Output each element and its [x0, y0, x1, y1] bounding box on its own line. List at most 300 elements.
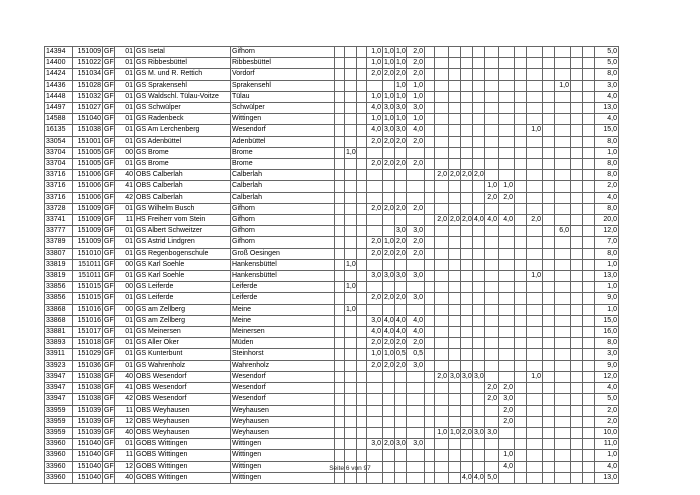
- value-cell: [461, 394, 473, 405]
- school-id-cell: 33777: [45, 226, 73, 237]
- data-table: [44, 46, 619, 484]
- value-cell: 2,0: [473, 170, 485, 181]
- total-cell: 8,0: [595, 136, 619, 147]
- value-cell: [543, 114, 555, 125]
- value-cell: [515, 69, 527, 80]
- total-cell: 8,0: [595, 159, 619, 170]
- location-cell: Weyhausen: [231, 427, 335, 438]
- school-part-cell: 01: [115, 349, 135, 360]
- value-cell: [335, 226, 345, 237]
- value-cell: [515, 371, 527, 382]
- value-cell: [425, 136, 435, 147]
- value-cell: [395, 472, 407, 483]
- value-cell: [345, 394, 357, 405]
- value-cell: [473, 282, 485, 293]
- value-cell: 2,0: [435, 215, 449, 226]
- location-cell: Meine: [231, 304, 335, 315]
- value-cell: [461, 114, 473, 125]
- value-cell: [435, 91, 449, 102]
- value-cell: [485, 349, 499, 360]
- location-cell: Wesendorf: [231, 394, 335, 405]
- value-cell: [583, 259, 595, 270]
- value-cell: [345, 271, 357, 282]
- location-cell: Weyhausen: [231, 405, 335, 416]
- value-cell: [435, 58, 449, 69]
- value-cell: [499, 136, 515, 147]
- value-cell: [461, 315, 473, 326]
- value-cell: [335, 237, 345, 248]
- location-cell: Vordorf: [231, 69, 335, 80]
- value-cell: 3,0: [367, 315, 383, 326]
- value-cell: [425, 47, 435, 58]
- value-cell: [395, 181, 407, 192]
- value-cell: [449, 147, 461, 158]
- value-cell: [383, 304, 395, 315]
- value-cell: [527, 103, 543, 114]
- value-cell: [449, 327, 461, 338]
- value-cell: [357, 114, 367, 125]
- value-cell: [449, 338, 461, 349]
- value-cell: 1,0: [383, 58, 395, 69]
- value-cell: [357, 271, 367, 282]
- value-cell: [473, 405, 485, 416]
- district-code-cell: 151016: [73, 315, 103, 326]
- school-id-cell: 14588: [45, 114, 73, 125]
- value-cell: [367, 416, 383, 427]
- value-cell: [461, 147, 473, 158]
- value-cell: 2,0: [527, 215, 543, 226]
- value-cell: 1,0: [383, 114, 395, 125]
- value-cell: [485, 450, 499, 461]
- value-cell: [485, 69, 499, 80]
- value-cell: [473, 58, 485, 69]
- value-cell: [449, 315, 461, 326]
- value-cell: [357, 293, 367, 304]
- value-cell: [527, 338, 543, 349]
- value-cell: [335, 181, 345, 192]
- value-cell: 1,0: [345, 282, 357, 293]
- district-cell: GF: [103, 383, 115, 394]
- school-name-cell: GS Leiferde: [135, 282, 231, 293]
- school-id-cell: 14497: [45, 103, 73, 114]
- value-cell: [449, 349, 461, 360]
- table-row: [45, 181, 619, 192]
- total-cell: 4,0: [595, 114, 619, 125]
- value-cell: [543, 47, 555, 58]
- value-cell: [345, 383, 357, 394]
- value-cell: [461, 259, 473, 270]
- value-cell: [345, 237, 357, 248]
- value-cell: 2,0: [485, 192, 499, 203]
- value-cell: [555, 181, 571, 192]
- value-cell: [449, 114, 461, 125]
- value-cell: 3,0: [499, 394, 515, 405]
- location-cell: Meine: [231, 315, 335, 326]
- value-cell: [407, 405, 425, 416]
- value-cell: [461, 237, 473, 248]
- value-cell: [367, 282, 383, 293]
- value-cell: [485, 271, 499, 282]
- school-name-cell: GS Waldschl. Tülau-Voitze: [135, 91, 231, 102]
- total-cell: 8,0: [595, 170, 619, 181]
- school-name-cell: OBS Weyhausen: [135, 427, 231, 438]
- school-part-cell: 00: [115, 282, 135, 293]
- value-cell: 3,0: [485, 427, 499, 438]
- district-code-cell: 151040: [73, 439, 103, 450]
- value-cell: [425, 259, 435, 270]
- value-cell: [357, 327, 367, 338]
- district-cell: GF: [103, 461, 115, 472]
- value-cell: [527, 159, 543, 170]
- value-cell: [407, 282, 425, 293]
- school-name-cell: GOBS Wittingen: [135, 461, 231, 472]
- table-row: [45, 226, 619, 237]
- school-name-cell: OBS Weyhausen: [135, 405, 231, 416]
- value-cell: [461, 136, 473, 147]
- total-cell: 2,0: [595, 416, 619, 427]
- total-cell: 13,0: [595, 472, 619, 483]
- district-code-cell: 151006: [73, 192, 103, 203]
- value-cell: [515, 203, 527, 214]
- value-cell: [555, 147, 571, 158]
- value-cell: [345, 192, 357, 203]
- value-cell: [367, 215, 383, 226]
- value-cell: [357, 69, 367, 80]
- school-id-cell: 33947: [45, 371, 73, 382]
- value-cell: [395, 147, 407, 158]
- value-cell: [515, 91, 527, 102]
- value-cell: [473, 237, 485, 248]
- value-cell: [571, 338, 583, 349]
- value-cell: [485, 248, 499, 259]
- value-cell: [555, 450, 571, 461]
- total-cell: 1,0: [595, 147, 619, 158]
- value-cell: 2,0: [499, 383, 515, 394]
- value-cell: [583, 304, 595, 315]
- table-body: [45, 47, 619, 484]
- value-cell: [515, 103, 527, 114]
- school-name-cell: GOBS Wittingen: [135, 450, 231, 461]
- page-footer: Seite 6 von 97: [329, 465, 371, 472]
- value-cell: [485, 360, 499, 371]
- value-cell: [499, 349, 515, 360]
- value-cell: [357, 394, 367, 405]
- value-cell: [473, 360, 485, 371]
- value-cell: [515, 147, 527, 158]
- school-name-cell: OBS Calberlah: [135, 181, 231, 192]
- value-cell: [473, 450, 485, 461]
- school-name-cell: GS Leiferde: [135, 293, 231, 304]
- value-cell: [485, 91, 499, 102]
- school-name-cell: OBS Wesendorf: [135, 394, 231, 405]
- value-cell: 3,0: [407, 226, 425, 237]
- value-cell: [357, 170, 367, 181]
- value-cell: [527, 181, 543, 192]
- value-cell: [383, 472, 395, 483]
- value-cell: [425, 472, 435, 483]
- value-cell: [367, 181, 383, 192]
- value-cell: [461, 416, 473, 427]
- value-cell: [499, 125, 515, 136]
- value-cell: 2,0: [367, 293, 383, 304]
- value-cell: [383, 282, 395, 293]
- value-cell: [345, 159, 357, 170]
- value-cell: [473, 136, 485, 147]
- value-cell: [571, 159, 583, 170]
- value-cell: 2,0: [395, 237, 407, 248]
- value-cell: [449, 360, 461, 371]
- table-row: [45, 203, 619, 214]
- value-cell: 3,0: [383, 125, 395, 136]
- value-cell: [571, 439, 583, 450]
- value-cell: [449, 394, 461, 405]
- location-cell: Weyhausen: [231, 416, 335, 427]
- value-cell: [449, 91, 461, 102]
- value-cell: [425, 371, 435, 382]
- value-cell: 2,0: [383, 360, 395, 371]
- value-cell: [461, 282, 473, 293]
- value-cell: [571, 259, 583, 270]
- value-cell: [449, 58, 461, 69]
- value-cell: 2,0: [383, 203, 395, 214]
- value-cell: [335, 80, 345, 91]
- value-cell: 2,0: [407, 58, 425, 69]
- value-cell: 2,0: [395, 293, 407, 304]
- value-cell: [583, 47, 595, 58]
- value-cell: [473, 147, 485, 158]
- school-id-cell: 33704: [45, 147, 73, 158]
- value-cell: [555, 293, 571, 304]
- value-cell: 2,0: [383, 159, 395, 170]
- value-cell: [473, 439, 485, 450]
- value-cell: 2,0: [407, 338, 425, 349]
- value-cell: [435, 405, 449, 416]
- value-cell: 4,0: [473, 472, 485, 483]
- value-cell: 1,0: [407, 114, 425, 125]
- school-part-cell: 01: [115, 226, 135, 237]
- school-id-cell: 33881: [45, 327, 73, 338]
- district-code-cell: 151005: [73, 147, 103, 158]
- value-cell: [367, 472, 383, 483]
- value-cell: [367, 226, 383, 237]
- value-cell: [473, 248, 485, 259]
- value-cell: 2,0: [395, 136, 407, 147]
- value-cell: [583, 226, 595, 237]
- value-cell: 4,0: [407, 125, 425, 136]
- school-name-cell: GS Kunterbunt: [135, 349, 231, 360]
- value-cell: [425, 360, 435, 371]
- district-code-cell: 151005: [73, 159, 103, 170]
- total-cell: 15,0: [595, 315, 619, 326]
- value-cell: [555, 103, 571, 114]
- school-part-cell: 11: [115, 405, 135, 416]
- value-cell: 4,0: [461, 472, 473, 483]
- value-cell: [473, 125, 485, 136]
- value-cell: [543, 405, 555, 416]
- value-cell: [583, 147, 595, 158]
- district-cell: GF: [103, 315, 115, 326]
- value-cell: [461, 349, 473, 360]
- school-part-cell: 01: [115, 125, 135, 136]
- value-cell: [543, 282, 555, 293]
- school-id-cell: 14394: [45, 47, 73, 58]
- value-cell: [543, 371, 555, 382]
- value-cell: [527, 47, 543, 58]
- total-cell: 20,0: [595, 215, 619, 226]
- value-cell: [383, 147, 395, 158]
- school-id-cell: 33911: [45, 349, 73, 360]
- value-cell: [527, 304, 543, 315]
- value-cell: [345, 181, 357, 192]
- district-code-cell: 151009: [73, 237, 103, 248]
- district-cell: GF: [103, 282, 115, 293]
- total-cell: 1,0: [595, 304, 619, 315]
- value-cell: [515, 215, 527, 226]
- value-cell: 1,0: [367, 58, 383, 69]
- value-cell: [335, 360, 345, 371]
- value-cell: [435, 125, 449, 136]
- district-code-cell: 151022: [73, 58, 103, 69]
- value-cell: [543, 159, 555, 170]
- value-cell: [425, 248, 435, 259]
- school-part-cell: 00: [115, 304, 135, 315]
- value-cell: 4,0: [485, 215, 499, 226]
- value-cell: [425, 215, 435, 226]
- value-cell: [515, 159, 527, 170]
- location-cell: Calberlah: [231, 192, 335, 203]
- total-cell: 5,0: [595, 58, 619, 69]
- value-cell: [555, 114, 571, 125]
- value-cell: [571, 394, 583, 405]
- value-cell: [383, 181, 395, 192]
- district-cell: GF: [103, 349, 115, 360]
- value-cell: [485, 338, 499, 349]
- value-cell: [335, 103, 345, 114]
- district-cell: GF: [103, 125, 115, 136]
- location-cell: Hankensbüttel: [231, 259, 335, 270]
- value-cell: [461, 69, 473, 80]
- value-cell: 2,0: [367, 237, 383, 248]
- table-row: [45, 91, 619, 102]
- value-cell: 2,0: [461, 427, 473, 438]
- value-cell: [555, 439, 571, 450]
- table-row: [45, 215, 619, 226]
- value-cell: [383, 394, 395, 405]
- value-cell: [543, 69, 555, 80]
- value-cell: [367, 371, 383, 382]
- table-row: [45, 360, 619, 371]
- value-cell: [383, 215, 395, 226]
- value-cell: [555, 315, 571, 326]
- total-cell: 10,0: [595, 427, 619, 438]
- value-cell: 3,0: [395, 125, 407, 136]
- value-cell: [499, 282, 515, 293]
- value-cell: [449, 304, 461, 315]
- value-cell: [461, 327, 473, 338]
- school-id-cell: 33960: [45, 450, 73, 461]
- location-cell: Wesendorf: [231, 371, 335, 382]
- value-cell: [499, 259, 515, 270]
- value-cell: [357, 226, 367, 237]
- value-cell: 1,0: [395, 80, 407, 91]
- value-cell: [335, 58, 345, 69]
- value-cell: [435, 327, 449, 338]
- school-name-cell: GS am Zellberg: [135, 315, 231, 326]
- value-cell: [515, 293, 527, 304]
- value-cell: 2,0: [499, 405, 515, 416]
- district-code-cell: 151011: [73, 271, 103, 282]
- value-cell: [461, 47, 473, 58]
- table-row: [45, 327, 619, 338]
- value-cell: [543, 58, 555, 69]
- value-cell: [435, 259, 449, 270]
- district-code-cell: 151011: [73, 259, 103, 270]
- value-cell: [555, 203, 571, 214]
- value-cell: 1,0: [395, 47, 407, 58]
- table-row: [45, 371, 619, 382]
- value-cell: [335, 349, 345, 360]
- value-cell: [583, 360, 595, 371]
- value-cell: [527, 136, 543, 147]
- district-code-cell: 151039: [73, 427, 103, 438]
- value-cell: [555, 371, 571, 382]
- district-code-cell: 151029: [73, 349, 103, 360]
- table-row: [45, 114, 619, 125]
- value-cell: 5,0: [485, 472, 499, 483]
- location-cell: Wittingen: [231, 472, 335, 483]
- value-cell: [367, 405, 383, 416]
- value-cell: [335, 472, 345, 483]
- value-cell: 2,0: [367, 360, 383, 371]
- value-cell: [499, 304, 515, 315]
- value-cell: [543, 181, 555, 192]
- value-cell: [357, 282, 367, 293]
- school-part-cell: 01: [115, 327, 135, 338]
- value-cell: [461, 439, 473, 450]
- value-cell: [555, 472, 571, 483]
- value-cell: [383, 259, 395, 270]
- value-cell: [345, 416, 357, 427]
- value-cell: [449, 181, 461, 192]
- district-cell: GF: [103, 215, 115, 226]
- value-cell: [383, 170, 395, 181]
- value-cell: [367, 192, 383, 203]
- value-cell: [571, 192, 583, 203]
- value-cell: [435, 136, 449, 147]
- value-cell: [473, 91, 485, 102]
- value-cell: [485, 114, 499, 125]
- value-cell: [485, 282, 499, 293]
- value-cell: [335, 405, 345, 416]
- value-cell: [485, 293, 499, 304]
- value-cell: [435, 349, 449, 360]
- value-cell: [367, 427, 383, 438]
- value-cell: [383, 226, 395, 237]
- value-cell: [499, 371, 515, 382]
- value-cell: [425, 282, 435, 293]
- value-cell: [527, 58, 543, 69]
- value-cell: [527, 427, 543, 438]
- district-cell: GF: [103, 237, 115, 248]
- value-cell: [527, 237, 543, 248]
- district-cell: GF: [103, 69, 115, 80]
- value-cell: [583, 248, 595, 259]
- value-cell: [357, 472, 367, 483]
- value-cell: [461, 226, 473, 237]
- value-cell: 1,0: [485, 181, 499, 192]
- value-cell: [345, 170, 357, 181]
- school-id-cell: 33054: [45, 136, 73, 147]
